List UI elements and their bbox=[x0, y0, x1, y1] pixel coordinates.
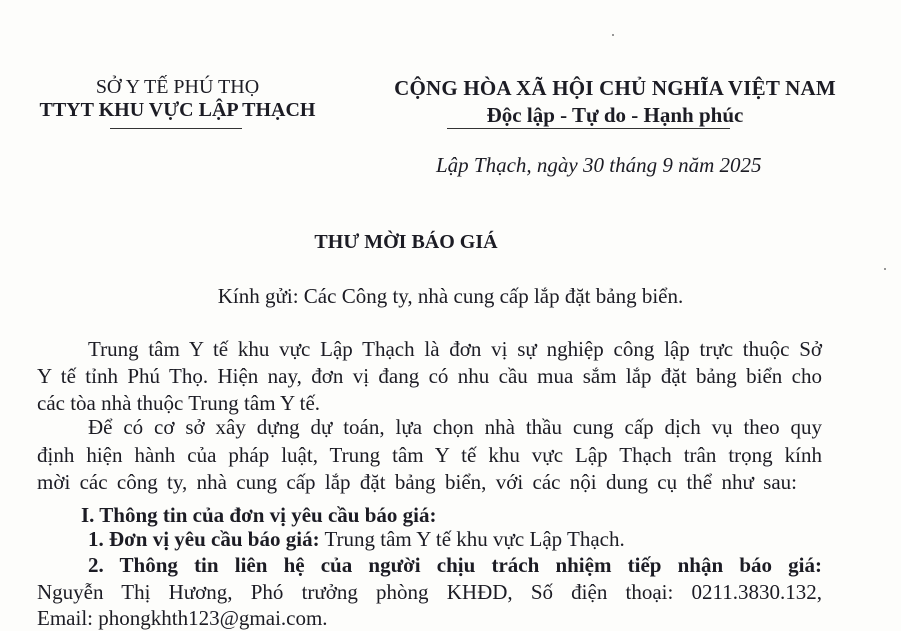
document-title: THƯ MỜI BÁO GIÁ bbox=[314, 231, 498, 253]
section-heading-1: I. Thông tin của đơn vị yêu cầu báo giá: bbox=[81, 503, 437, 527]
paragraph-2-line-3: mời các công ty, nhà cung cấp lắp đặt bảng biển, với các nội dung cụ thể như sau: bbox=[37, 470, 797, 494]
paragraph-1-line-3: các tòa nhà thuộc Trung tâm Y tế. bbox=[37, 391, 321, 415]
item-2-email: Email: phongkhth123@gmai.com. bbox=[37, 606, 328, 630]
org-underline bbox=[110, 128, 242, 129]
national-title: CỘNG HÒA XÃ HỘI CHỦ NGHĨA VIỆT NAM bbox=[394, 76, 836, 100]
paragraph-1-line-2: Y tế tỉnh Phú Thọ. Hiện nay, đơn vị đang có nhu cầu mua sắm lắp đặt bảng biển cho bbox=[37, 364, 822, 388]
motto-underline bbox=[447, 128, 730, 129]
national-motto: Độc lập - Tự do - Hạnh phúc bbox=[486, 103, 744, 127]
scan-speck bbox=[884, 268, 886, 270]
issuing-organization: TTYT KHU VỰC LẬP THẠCH bbox=[39, 99, 316, 121]
item-2-label: 2. Thông tin liên hệ của người chịu trách nhiệm tiếp nhận báo giá: bbox=[88, 553, 822, 577]
item-1-value: Trung tâm Y tế khu vực Lập Thạch. bbox=[319, 527, 625, 551]
item-1-label: 1. Đơn vị yêu cầu báo giá: bbox=[88, 527, 320, 551]
paragraph-1-line-1: Trung tâm Y tế khu vực Lập Thạch là đơn vị sự nghiệp công lập trực thuộc Sở bbox=[88, 337, 822, 361]
paragraph-2-line-1: Để có cơ sở xây dựng dự toán, lựa chọn nhà thầu cung cấp dịch vụ theo quy bbox=[88, 415, 822, 439]
issuing-authority: SỞ Y TẾ PHÚ THỌ bbox=[95, 76, 260, 98]
paragraph-2-line-2: định hiện hành của pháp luật, Trung tâm Y tế khu vực Lập Thạch trân trọng kính bbox=[37, 443, 822, 467]
item-1 bbox=[88, 527, 625, 552]
greeting: Kính gửi: Các Công ty, nhà cung cấp lắp đặt bảng biển. bbox=[217, 284, 684, 308]
scan-speck bbox=[612, 34, 614, 36]
date-line: Lập Thạch, ngày 30 tháng 9 năm 2025 bbox=[436, 153, 762, 177]
item-2-contact: Nguyễn Thị Hương, Phó trưởng phòng KHĐD, Số điện thoại: 0211.3830.132, bbox=[37, 580, 822, 604]
